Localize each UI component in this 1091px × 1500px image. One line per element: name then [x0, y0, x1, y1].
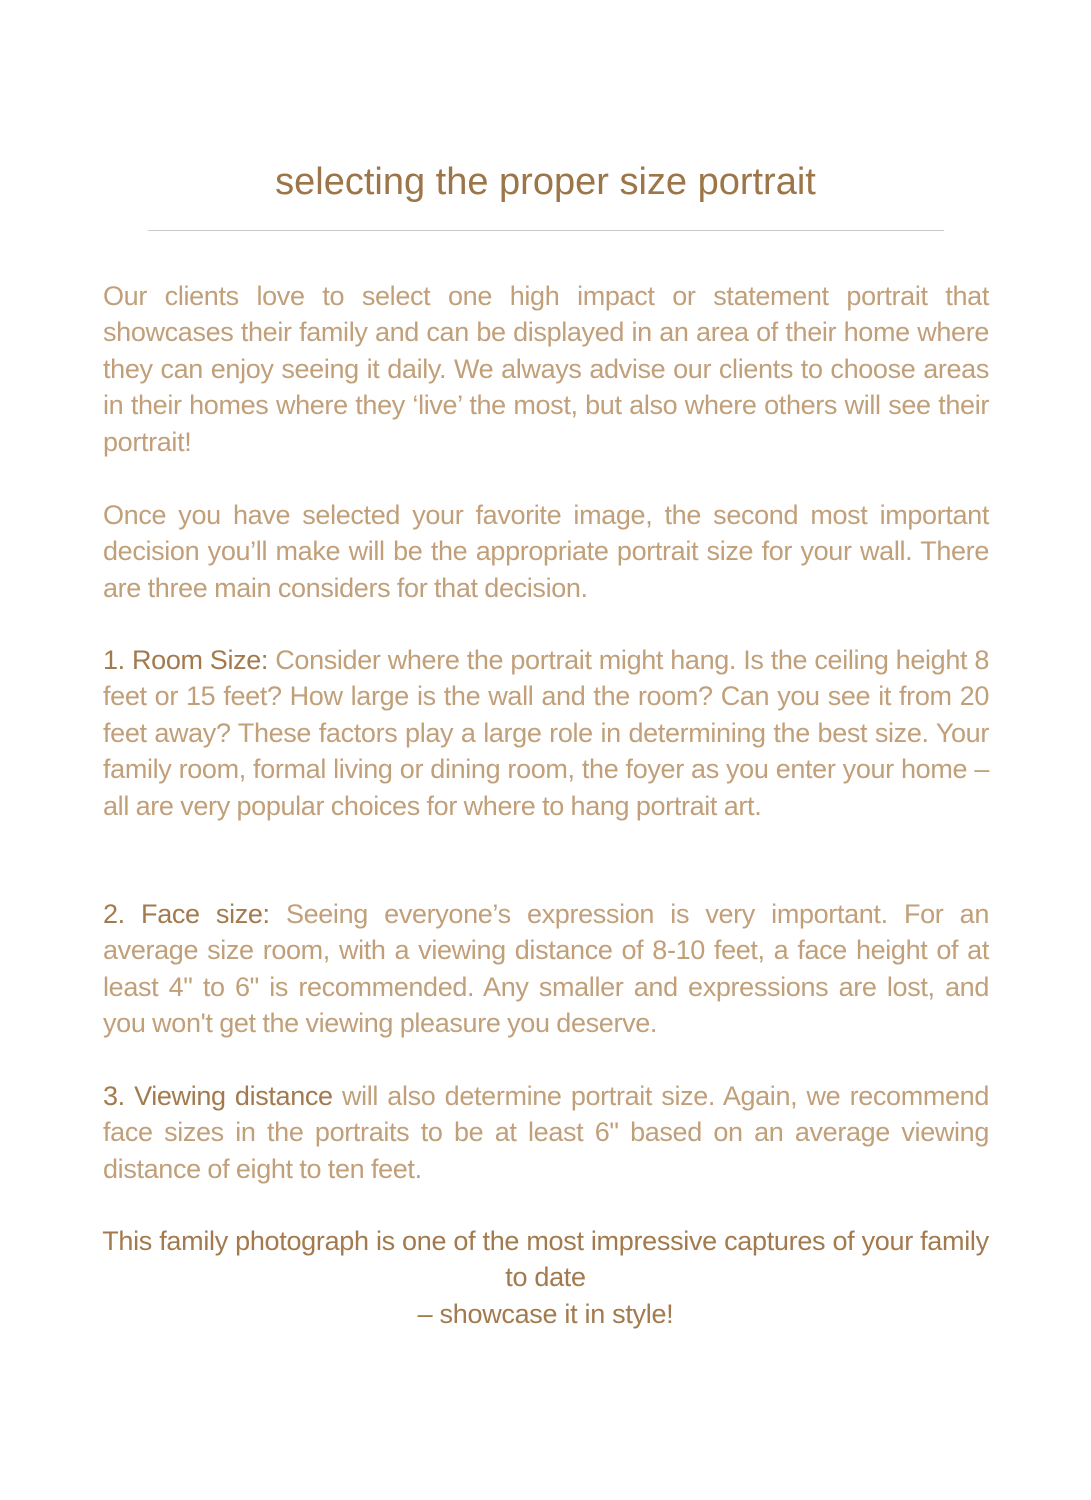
decision-paragraph: Once you have selected your favorite image, the second most important decision you’ll make will be the appropriate portrait size for your wall. There are three main considers for that decision.: [103, 500, 989, 603]
intro-paragraph: Our clients love to select one high impact or statement portrait that showcases their family and can be displayed in an area of their home where they can enjoy seeing it daily. We always advise our clients to choose areas in their homes where they ‘live’ the most, but also where others will see their portrait!: [103, 281, 989, 457]
room-size-paragraph: [103, 642, 989, 824]
face-size-text: Seeing everyone’s expression is very important. For an average size room, with a viewing distance of 8-10 feet, a face height of at least 4" to 6" is recommended. Any smaller and expressions are lost, and you won't get the viewing pleasure you deserve.: [103, 899, 990, 1039]
page-title: selecting the proper size portrait: [275, 161, 816, 203]
closing-line-1: This family photograph is one of the most impressive captures of your family to date: [102, 1226, 989, 1293]
closing-line-2: – showcase it in style!: [417, 1298, 674, 1329]
title-divider: [148, 230, 944, 231]
face-size-heading: 2. Face size:: [103, 899, 270, 929]
viewing-distance-text: will also determine portrait size. Again, we recommend face sizes in the portraits to be at least 6" based on an average viewing distance of eight to ten feet.: [103, 1081, 989, 1184]
room-size-heading: 1. Room Size:: [103, 645, 269, 675]
viewing-distance-paragraph: [103, 1078, 989, 1187]
room-size-text: Consider where the portrait might hang. Is the ceiling height 8 feet or 15 feet? How large is the wall and the room? Can you see it from 20 feet away? These factors play a large role in determining the best size. Your family room, formal living or dining room, the foyer as you enter your home – all are very popular choices for where to hang portrait art.: [103, 645, 989, 821]
face-size-paragraph: [103, 896, 989, 1042]
viewing-distance-heading: 3. Viewing distance: [103, 1081, 333, 1111]
closing-statement: [90, 1223, 1001, 1332]
